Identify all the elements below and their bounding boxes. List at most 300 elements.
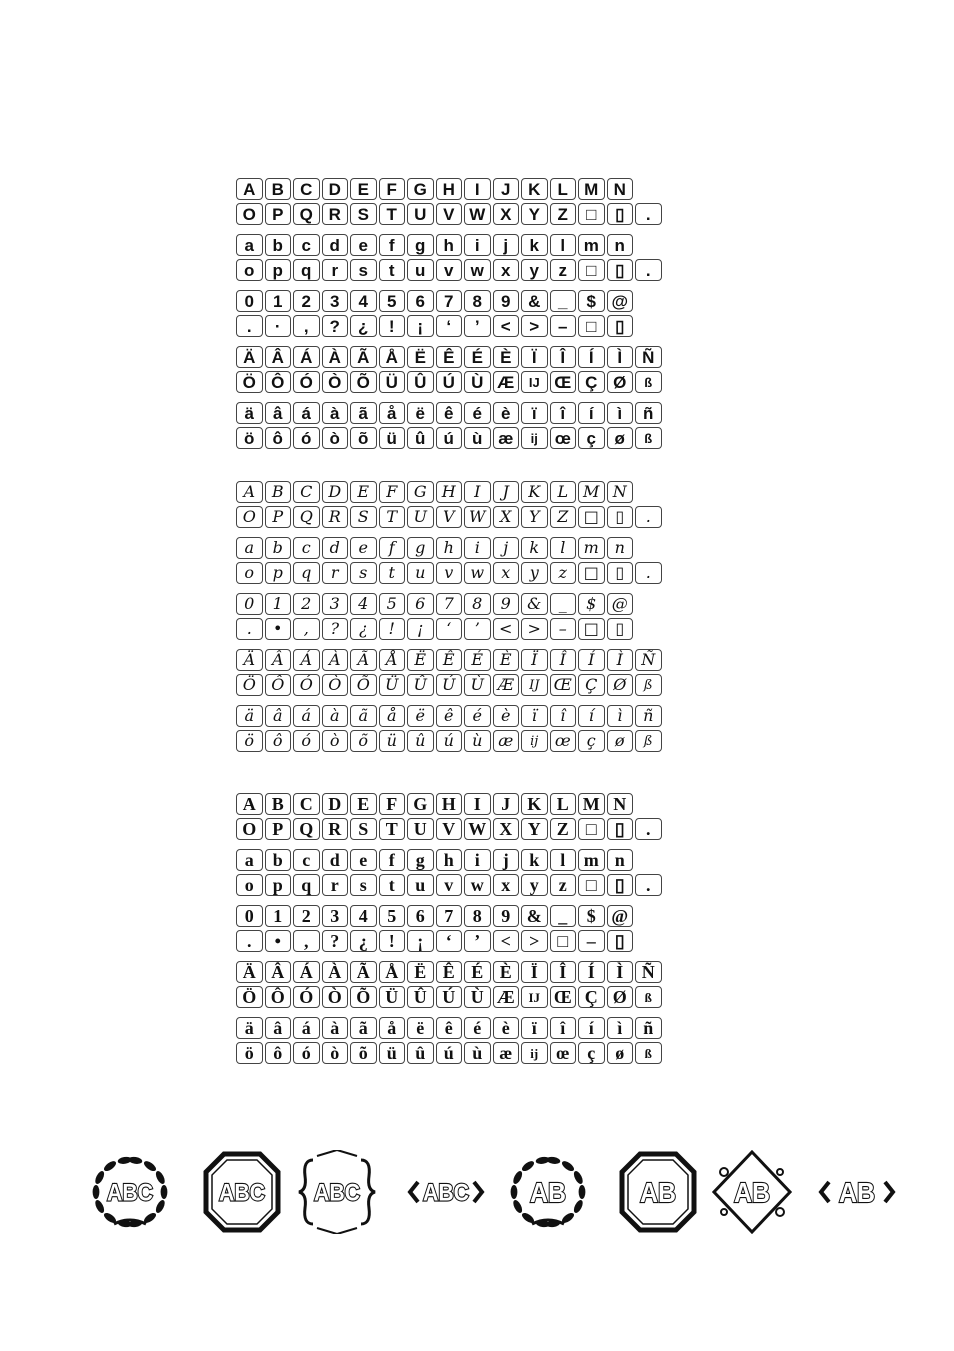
character-cell[interactable]: ò xyxy=(322,1042,349,1064)
character-cell[interactable]: 5 xyxy=(379,905,406,927)
character-cell[interactable]: æ xyxy=(493,730,520,752)
character-cell[interactable]: f xyxy=(379,537,406,559)
character-cell[interactable]: g xyxy=(407,234,434,256)
character-cell[interactable]: È xyxy=(493,346,520,368)
character-cell[interactable]: . xyxy=(635,259,662,281)
character-cell[interactable]: n xyxy=(607,234,634,256)
character-cell[interactable]: ï xyxy=(521,705,548,727)
character-cell[interactable]: û xyxy=(407,427,434,449)
character-cell[interactable]: C xyxy=(293,793,320,815)
character-cell[interactable]: ▯ xyxy=(607,259,634,281)
character-cell[interactable]: 3 xyxy=(322,593,349,615)
character-cell[interactable]: o xyxy=(236,259,263,281)
character-cell[interactable]: 9 xyxy=(493,290,520,312)
character-cell[interactable]: Ñ xyxy=(635,961,662,983)
character-cell[interactable]: ê xyxy=(436,402,463,424)
character-cell[interactable]: l xyxy=(550,234,577,256)
character-cell[interactable]: □ xyxy=(578,506,605,528)
character-cell[interactable]: ó xyxy=(293,1042,320,1064)
character-cell[interactable]: ü xyxy=(379,1042,406,1064)
character-cell[interactable]: < xyxy=(493,315,520,337)
character-cell[interactable]: O xyxy=(236,818,263,840)
character-cell[interactable]: 0 xyxy=(236,593,263,615)
character-cell[interactable]: c xyxy=(293,537,320,559)
character-cell[interactable]: Ù xyxy=(464,674,491,696)
character-cell[interactable]: 3 xyxy=(322,905,349,927)
character-cell[interactable]: D xyxy=(322,793,349,815)
character-cell[interactable]: 1 xyxy=(265,290,292,312)
character-cell[interactable]: ! xyxy=(379,315,406,337)
character-cell[interactable]: à xyxy=(322,402,349,424)
character-cell[interactable]: õ xyxy=(350,1042,377,1064)
character-cell[interactable]: ö xyxy=(236,427,263,449)
character-cell[interactable]: ‘ xyxy=(436,930,463,952)
character-cell[interactable]: n xyxy=(607,537,634,559)
character-cell[interactable]: V xyxy=(436,203,463,225)
character-cell[interactable]: û xyxy=(407,730,434,752)
character-cell[interactable]: 6 xyxy=(407,290,434,312)
character-cell[interactable]: s xyxy=(350,259,377,281)
character-cell[interactable]: m xyxy=(578,849,605,871)
character-cell[interactable]: M xyxy=(578,793,605,815)
character-cell[interactable]: œ xyxy=(550,427,577,449)
character-cell[interactable]: O xyxy=(236,203,263,225)
character-cell[interactable]: Ã xyxy=(350,346,377,368)
character-cell[interactable]: î xyxy=(550,705,577,727)
character-cell[interactable]: û xyxy=(407,1042,434,1064)
character-cell[interactable]: Â xyxy=(265,346,292,368)
character-cell[interactable]: i xyxy=(464,849,491,871)
character-cell[interactable]: b xyxy=(265,849,292,871)
character-cell[interactable]: I xyxy=(464,793,491,815)
character-cell[interactable]: , xyxy=(293,315,320,337)
character-cell[interactable]: ë xyxy=(407,1017,434,1039)
character-cell[interactable]: · xyxy=(265,315,292,337)
character-cell[interactable]: C xyxy=(293,178,320,200)
character-cell[interactable]: ú xyxy=(436,730,463,752)
character-cell[interactable]: à xyxy=(322,705,349,727)
character-cell[interactable]: œ xyxy=(550,1042,577,1064)
character-cell[interactable]: R xyxy=(322,818,349,840)
character-cell[interactable]: Ó xyxy=(293,674,320,696)
character-cell[interactable]: IJ xyxy=(521,986,548,1008)
character-cell[interactable]: œ xyxy=(550,730,577,752)
character-cell[interactable]: X xyxy=(493,818,520,840)
character-cell[interactable]: L xyxy=(550,793,577,815)
character-cell[interactable]: j xyxy=(493,849,520,871)
character-cell[interactable]: Y xyxy=(521,818,548,840)
character-cell[interactable]: ä xyxy=(236,705,263,727)
character-cell[interactable]: 6 xyxy=(407,593,434,615)
character-cell[interactable]: â xyxy=(265,1017,292,1039)
character-cell[interactable]: □ xyxy=(578,618,605,640)
character-cell[interactable]: r xyxy=(322,259,349,281)
character-cell[interactable]: N xyxy=(607,178,634,200)
character-cell[interactable]: Ä xyxy=(236,961,263,983)
character-cell[interactable]: h xyxy=(436,537,463,559)
character-cell[interactable]: Y xyxy=(521,506,548,528)
character-cell[interactable]: Ú xyxy=(436,674,463,696)
character-cell[interactable]: ß xyxy=(635,986,662,1008)
character-cell[interactable]: ô xyxy=(265,730,292,752)
character-cell[interactable]: f xyxy=(379,849,406,871)
character-cell[interactable]: u xyxy=(407,259,434,281)
character-cell[interactable]: Y xyxy=(521,203,548,225)
character-cell[interactable]: X xyxy=(493,506,520,528)
character-cell[interactable]: j xyxy=(493,234,520,256)
character-cell[interactable]: i xyxy=(464,234,491,256)
character-cell[interactable]: k xyxy=(521,234,548,256)
character-cell[interactable]: P xyxy=(265,203,292,225)
character-cell[interactable]: m xyxy=(578,537,605,559)
character-cell[interactable]: @ xyxy=(607,905,634,927)
character-cell[interactable]: u xyxy=(407,874,434,896)
character-cell[interactable]: Ñ xyxy=(635,649,662,671)
character-cell[interactable]: à xyxy=(322,1017,349,1039)
character-cell[interactable]: ú xyxy=(436,1042,463,1064)
character-cell[interactable]: B xyxy=(265,481,292,503)
character-cell[interactable]: Ú xyxy=(436,986,463,1008)
character-cell[interactable]: c xyxy=(293,849,320,871)
character-cell[interactable]: ‘ xyxy=(436,315,463,337)
character-cell[interactable]: 9 xyxy=(493,593,520,615)
character-cell[interactable]: Ï xyxy=(521,649,548,671)
character-cell[interactable]: ▯ xyxy=(607,818,634,840)
character-cell[interactable]: Ü xyxy=(379,986,406,1008)
character-cell[interactable]: ù xyxy=(464,1042,491,1064)
character-cell[interactable]: ¿ xyxy=(350,315,377,337)
character-cell[interactable]: 9 xyxy=(493,905,520,927)
character-cell[interactable]: Ç xyxy=(578,371,605,393)
character-cell[interactable]: ú xyxy=(436,427,463,449)
character-cell[interactable]: < xyxy=(493,618,520,640)
character-cell[interactable]: Z xyxy=(550,506,577,528)
character-cell[interactable]: G xyxy=(407,793,434,815)
character-cell[interactable]: æ xyxy=(493,427,520,449)
character-cell[interactable]: > xyxy=(521,315,548,337)
character-cell[interactable]: t xyxy=(379,259,406,281)
character-cell[interactable]: s xyxy=(350,562,377,584)
character-cell[interactable]: R xyxy=(322,203,349,225)
character-cell[interactable]: Å xyxy=(379,649,406,671)
character-cell[interactable]: L xyxy=(550,481,577,503)
character-cell[interactable]: E xyxy=(350,178,377,200)
character-cell[interactable]: s xyxy=(350,874,377,896)
character-cell[interactable]: , xyxy=(293,930,320,952)
character-cell[interactable]: q xyxy=(293,874,320,896)
character-cell[interactable]: 1 xyxy=(265,593,292,615)
character-cell[interactable]: T xyxy=(379,203,406,225)
character-cell[interactable]: Q xyxy=(293,818,320,840)
character-cell[interactable]: È xyxy=(493,649,520,671)
character-cell[interactable]: _ xyxy=(550,593,577,615)
character-cell[interactable]: T xyxy=(379,506,406,528)
character-cell[interactable]: ó xyxy=(293,427,320,449)
character-cell[interactable]: p xyxy=(265,562,292,584)
character-cell[interactable]: IJ xyxy=(521,674,548,696)
character-cell[interactable]: $ xyxy=(578,593,605,615)
character-cell[interactable]: □ xyxy=(578,315,605,337)
character-cell[interactable]: K xyxy=(521,793,548,815)
character-cell[interactable]: 5 xyxy=(379,290,406,312)
character-cell[interactable]: I xyxy=(464,481,491,503)
character-cell[interactable]: ì xyxy=(607,402,634,424)
character-cell[interactable]: å xyxy=(379,705,406,727)
character-cell[interactable]: r xyxy=(322,562,349,584)
character-cell[interactable]: ã xyxy=(350,1017,377,1039)
character-cell[interactable]: □ xyxy=(578,203,605,225)
character-cell[interactable]: d xyxy=(322,849,349,871)
character-cell[interactable]: í xyxy=(578,1017,605,1039)
character-cell[interactable]: ù xyxy=(464,427,491,449)
character-cell[interactable]: Â xyxy=(265,649,292,671)
character-cell[interactable]: • xyxy=(265,930,292,952)
character-cell[interactable]: Ä xyxy=(236,346,263,368)
character-cell[interactable]: y xyxy=(521,259,548,281)
character-cell[interactable]: 2 xyxy=(293,905,320,927)
character-cell[interactable]: 8 xyxy=(464,593,491,615)
character-cell[interactable]: A xyxy=(236,481,263,503)
character-cell[interactable]: Ã xyxy=(350,961,377,983)
character-cell[interactable]: L xyxy=(550,178,577,200)
character-cell[interactable]: é xyxy=(464,1017,491,1039)
character-cell[interactable]: I xyxy=(464,178,491,200)
character-cell[interactable]: É xyxy=(464,961,491,983)
character-cell[interactable]: J xyxy=(493,481,520,503)
character-cell[interactable]: ô xyxy=(265,1042,292,1064)
character-cell[interactable]: Û xyxy=(407,986,434,1008)
character-cell[interactable]: ▯ xyxy=(607,618,634,640)
character-cell[interactable]: z xyxy=(550,874,577,896)
character-cell[interactable]: Ø xyxy=(607,674,634,696)
character-cell[interactable]: Í xyxy=(578,346,605,368)
character-cell[interactable]: À xyxy=(322,961,349,983)
character-cell[interactable]: ç xyxy=(578,427,605,449)
character-cell[interactable]: D xyxy=(322,481,349,503)
character-cell[interactable]: X xyxy=(493,203,520,225)
character-cell[interactable]: S xyxy=(350,203,377,225)
character-cell[interactable]: P xyxy=(265,506,292,528)
character-cell[interactable]: å xyxy=(379,1017,406,1039)
character-cell[interactable]: K xyxy=(521,178,548,200)
character-cell[interactable]: i xyxy=(464,537,491,559)
character-cell[interactable]: W xyxy=(464,203,491,225)
character-cell[interactable]: 7 xyxy=(436,290,463,312)
character-cell[interactable]: Ú xyxy=(436,371,463,393)
character-cell[interactable]: □ xyxy=(578,818,605,840)
character-cell[interactable]: D xyxy=(322,178,349,200)
character-cell[interactable]: ó xyxy=(293,730,320,752)
character-cell[interactable]: å xyxy=(379,402,406,424)
character-cell[interactable]: _ xyxy=(550,905,577,927)
character-cell[interactable]: â xyxy=(265,705,292,727)
character-cell[interactable]: ç xyxy=(578,1042,605,1064)
character-cell[interactable]: V xyxy=(436,506,463,528)
character-cell[interactable]: e xyxy=(350,849,377,871)
character-cell[interactable]: T xyxy=(379,818,406,840)
character-cell[interactable]: 3 xyxy=(322,290,349,312)
character-cell[interactable]: ø xyxy=(607,1042,634,1064)
character-cell[interactable]: ñ xyxy=(635,705,662,727)
character-cell[interactable]: Ö xyxy=(236,674,263,696)
character-cell[interactable]: w xyxy=(464,874,491,896)
character-cell[interactable]: R xyxy=(322,506,349,528)
character-cell[interactable]: Œ xyxy=(550,986,577,1008)
character-cell[interactable]: N xyxy=(607,481,634,503)
character-cell[interactable]: Æ xyxy=(493,371,520,393)
character-cell[interactable]: Ô xyxy=(265,986,292,1008)
character-cell[interactable]: . xyxy=(635,203,662,225)
character-cell[interactable]: Õ xyxy=(350,674,377,696)
character-cell[interactable]: , xyxy=(293,618,320,640)
character-cell[interactable]: É xyxy=(464,346,491,368)
character-cell[interactable]: M xyxy=(578,178,605,200)
character-cell[interactable]: G xyxy=(407,481,434,503)
character-cell[interactable]: Ò xyxy=(322,371,349,393)
character-cell[interactable]: Z xyxy=(550,818,577,840)
character-cell[interactable]: ê xyxy=(436,1017,463,1039)
character-cell[interactable]: E xyxy=(350,481,377,503)
character-cell[interactable]: P xyxy=(265,818,292,840)
character-cell[interactable]: õ xyxy=(350,427,377,449)
character-cell[interactable]: Î xyxy=(550,649,577,671)
character-cell[interactable]: G xyxy=(407,178,434,200)
character-cell[interactable]: Ò xyxy=(322,986,349,1008)
character-cell[interactable]: 7 xyxy=(436,905,463,927)
character-cell[interactable]: ã xyxy=(350,705,377,727)
character-cell[interactable]: ä xyxy=(236,1017,263,1039)
character-cell[interactable]: ! xyxy=(379,618,406,640)
character-cell[interactable]: è xyxy=(493,402,520,424)
character-cell[interactable]: ▯ xyxy=(607,930,634,952)
character-cell[interactable]: V xyxy=(436,818,463,840)
character-cell[interactable]: ä xyxy=(236,402,263,424)
character-cell[interactable]: Œ xyxy=(550,674,577,696)
character-cell[interactable]: ñ xyxy=(635,1017,662,1039)
character-cell[interactable]: À xyxy=(322,346,349,368)
character-cell[interactable]: v xyxy=(436,562,463,584)
character-cell[interactable]: z xyxy=(550,259,577,281)
character-cell[interactable]: î xyxy=(550,1017,577,1039)
character-cell[interactable]: . xyxy=(635,874,662,896)
character-cell[interactable]: • xyxy=(265,618,292,640)
character-cell[interactable]: F xyxy=(379,178,406,200)
character-cell[interactable]: ’ xyxy=(464,930,491,952)
character-cell[interactable]: A xyxy=(236,793,263,815)
character-cell[interactable]: í xyxy=(578,402,605,424)
character-cell[interactable]: Ì xyxy=(607,649,634,671)
character-cell[interactable]: a xyxy=(236,849,263,871)
character-cell[interactable]: w xyxy=(464,562,491,584)
character-cell[interactable]: 8 xyxy=(464,905,491,927)
character-cell[interactable]: Ë xyxy=(407,649,434,671)
character-cell[interactable]: ø xyxy=(607,427,634,449)
character-cell[interactable]: ï xyxy=(521,402,548,424)
character-cell[interactable]: ij xyxy=(521,730,548,752)
character-cell[interactable]: Q xyxy=(293,506,320,528)
character-cell[interactable]: b xyxy=(265,234,292,256)
character-cell[interactable]: 7 xyxy=(436,593,463,615)
character-cell[interactable]: ’ xyxy=(464,315,491,337)
character-cell[interactable]: q xyxy=(293,562,320,584)
character-cell[interactable]: ’ xyxy=(464,618,491,640)
character-cell[interactable]: ▯ xyxy=(607,562,634,584)
character-cell[interactable]: $ xyxy=(578,905,605,927)
character-cell[interactable]: Ï xyxy=(521,346,548,368)
character-cell[interactable]: Ï xyxy=(521,961,548,983)
character-cell[interactable]: j xyxy=(493,537,520,559)
character-cell[interactable]: ! xyxy=(379,930,406,952)
character-cell[interactable]: á xyxy=(293,1017,320,1039)
character-cell[interactable]: k xyxy=(521,849,548,871)
character-cell[interactable]: 0 xyxy=(236,905,263,927)
character-cell[interactable]: B xyxy=(265,178,292,200)
character-cell[interactable]: ß xyxy=(635,674,662,696)
character-cell[interactable]: x xyxy=(493,874,520,896)
character-cell[interactable]: Î xyxy=(550,346,577,368)
character-cell[interactable]: v xyxy=(436,874,463,896)
character-cell[interactable]: ß xyxy=(635,371,662,393)
character-cell[interactable]: a xyxy=(236,537,263,559)
character-cell[interactable]: . xyxy=(236,930,263,952)
character-cell[interactable]: Ã xyxy=(350,649,377,671)
character-cell[interactable]: ò xyxy=(322,730,349,752)
character-cell[interactable]: & xyxy=(521,905,548,927)
character-cell[interactable]: Ë xyxy=(407,346,434,368)
character-cell[interactable]: c xyxy=(293,234,320,256)
character-cell[interactable]: > xyxy=(521,930,548,952)
character-cell[interactable]: ë xyxy=(407,705,434,727)
character-cell[interactable]: è xyxy=(493,705,520,727)
character-cell[interactable]: Ç xyxy=(578,986,605,1008)
character-cell[interactable]: t xyxy=(379,562,406,584)
character-cell[interactable]: ? xyxy=(322,315,349,337)
character-cell[interactable]: Œ xyxy=(550,371,577,393)
character-cell[interactable]: ê xyxy=(436,705,463,727)
character-cell[interactable]: IJ xyxy=(521,371,548,393)
character-cell[interactable]: U xyxy=(407,506,434,528)
character-cell[interactable]: . xyxy=(635,818,662,840)
character-cell[interactable]: Ü xyxy=(379,674,406,696)
character-cell[interactable]: < xyxy=(493,930,520,952)
character-cell[interactable]: ▯ xyxy=(607,315,634,337)
character-cell[interactable]: h xyxy=(436,849,463,871)
character-cell[interactable]: k xyxy=(521,537,548,559)
character-cell[interactable]: Å xyxy=(379,961,406,983)
character-cell[interactable]: Ò xyxy=(322,674,349,696)
character-cell[interactable]: S xyxy=(350,506,377,528)
character-cell[interactable]: g xyxy=(407,537,434,559)
character-cell[interactable]: ? xyxy=(322,618,349,640)
character-cell[interactable]: ¡ xyxy=(407,930,434,952)
character-cell[interactable]: p xyxy=(265,874,292,896)
character-cell[interactable]: t xyxy=(379,874,406,896)
character-cell[interactable]: _ xyxy=(550,290,577,312)
character-cell[interactable]: ü xyxy=(379,427,406,449)
character-cell[interactable]: O xyxy=(236,506,263,528)
character-cell[interactable]: $ xyxy=(578,290,605,312)
character-cell[interactable]: ö xyxy=(236,730,263,752)
character-cell[interactable]: 8 xyxy=(464,290,491,312)
character-cell[interactable]: À xyxy=(322,649,349,671)
character-cell[interactable]: È xyxy=(493,961,520,983)
character-cell[interactable]: Ù xyxy=(464,986,491,1008)
character-cell[interactable]: ò xyxy=(322,427,349,449)
character-cell[interactable]: Í xyxy=(578,961,605,983)
character-cell[interactable]: □ xyxy=(578,562,605,584)
character-cell[interactable]: d xyxy=(322,234,349,256)
character-cell[interactable]: b xyxy=(265,537,292,559)
